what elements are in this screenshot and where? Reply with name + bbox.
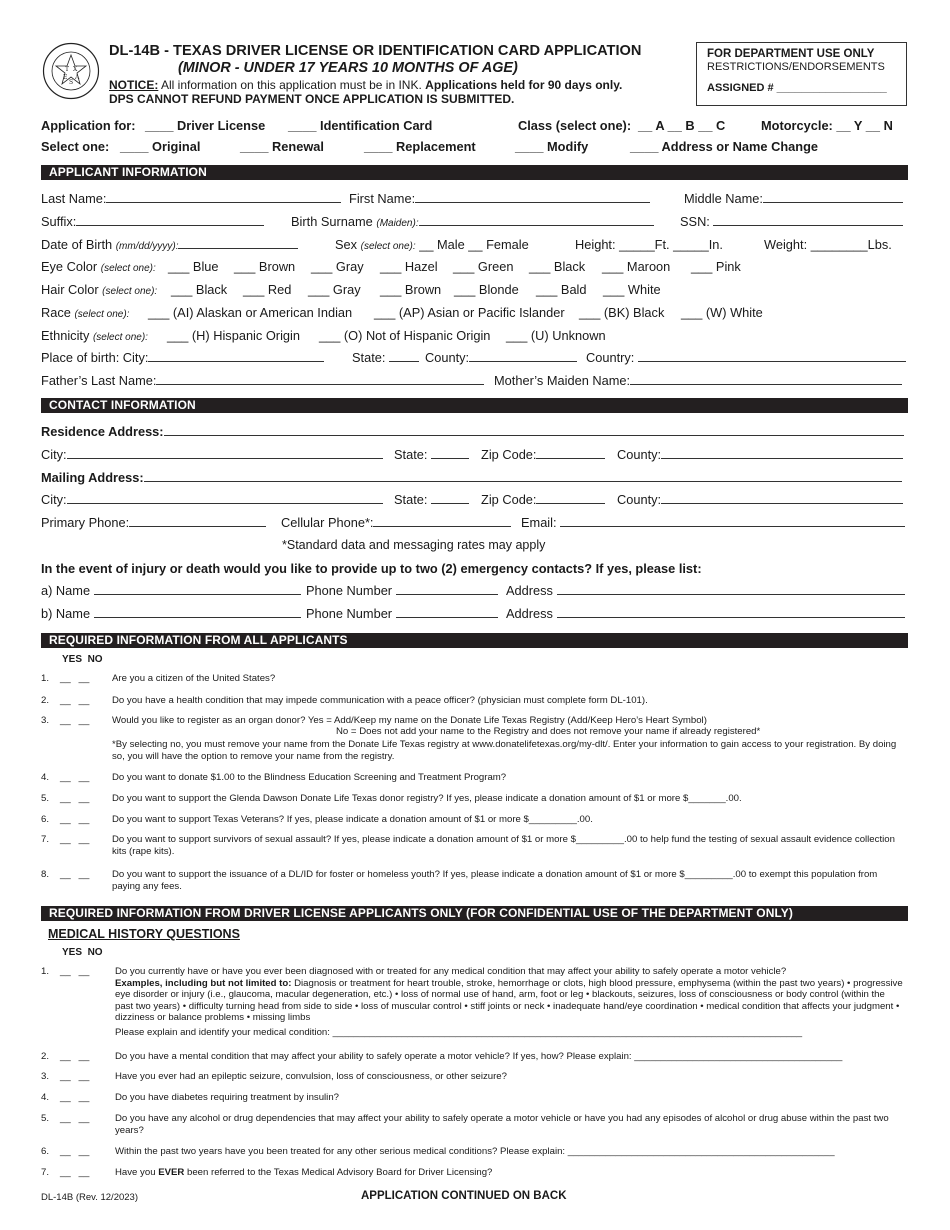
pob-county-label: County:	[425, 350, 470, 365]
hair-option[interactable]: ___ White	[603, 282, 661, 297]
race-row	[41, 305, 763, 320]
a-phone-label: Phone Number	[306, 583, 393, 598]
eye-option[interactable]: ___ Green	[453, 259, 514, 274]
yes-no-blanks[interactable]: __ __	[60, 715, 90, 726]
cell-phone-field[interactable]	[373, 515, 511, 527]
dept-title: FOR DEPARTMENT USE ONLY	[707, 48, 875, 60]
b-phone-label: Phone Number	[306, 606, 393, 621]
yes-no-blanks[interactable]: __ __	[60, 814, 90, 825]
email-label: Email:	[521, 515, 557, 530]
dps-seal	[42, 42, 100, 100]
yes-no-blanks[interactable]: __ __	[60, 695, 90, 706]
medical-history-heading: MEDICAL HISTORY QUESTIONS	[48, 927, 240, 941]
question-text: Do you want to support the Glenda Dawson Donate Life Texas donor registry? If yes, please indicate a donation amount of $1 or more $_______.00.	[112, 793, 742, 804]
hair-color-row	[41, 282, 661, 297]
pob-state-label: State:	[352, 350, 386, 365]
pob-state-field[interactable]	[389, 350, 419, 362]
continued-on-back: APPLICATION CONTINUED ON BACK	[361, 1190, 567, 1202]
medical-text-block	[115, 966, 905, 1038]
a-phone-field[interactable]	[396, 583, 498, 595]
question-text: Have you ever had an epileptic seizure, convulsion, loss of consciousness, or other seizure?	[115, 1071, 507, 1082]
driver-license-option[interactable]: ____ Driver License	[145, 118, 266, 133]
question-number: 5.	[41, 1113, 50, 1124]
section-applicant-information: APPLICANT INFORMATION	[41, 165, 908, 180]
form-id: DL-14B (Rev. 12/2023)	[41, 1192, 138, 1203]
question-text: Do you have a mental condition that may affect your ability to safely operate a motor vehicle? If yes, how? Please explain: _______________________________________	[115, 1051, 843, 1062]
emergency-contact-b	[41, 606, 553, 621]
eye-select-note: (select one):	[100, 263, 156, 274]
question-number: 5.	[41, 793, 50, 804]
mail-county-field[interactable]	[661, 492, 903, 504]
notice-label: NOTICE:	[109, 78, 159, 92]
ethnicity-option[interactable]: ___ (U) Unknown	[506, 328, 606, 343]
ethnicity-row	[41, 328, 606, 343]
eye-option[interactable]: ___ Brown	[234, 259, 296, 274]
svg-text:E: E	[63, 74, 68, 81]
yes-no-blanks[interactable]: __ __	[60, 772, 90, 783]
last-name-label: Last Name:	[41, 191, 107, 206]
question-number: 2.	[41, 1051, 50, 1062]
form-title: DL-14B - TEXAS DRIVER LICENSE OR IDENTIFICATION CARD APPLICATION	[109, 43, 642, 59]
question-number: 3.	[41, 715, 50, 726]
primary-phone-label: Primary Phone:	[41, 515, 130, 530]
eye-color-row	[41, 259, 741, 274]
primary-phone-field[interactable]	[129, 515, 266, 527]
res-county-field[interactable]	[661, 447, 903, 459]
emergency-contact-a	[41, 583, 553, 598]
mailing-label: Mailing Address:	[41, 470, 144, 485]
application-for-row	[41, 118, 893, 133]
eye-option[interactable]: ___ Blue	[168, 259, 219, 274]
mail-state-label: State:	[394, 492, 428, 507]
class-options[interactable]: __ A __ B __ C	[638, 118, 726, 133]
svg-text:T: T	[65, 66, 70, 73]
res-state-label: State:	[394, 447, 428, 462]
pob-county-field[interactable]	[469, 350, 577, 362]
mail-county-label: County:	[617, 492, 662, 507]
a-address-field[interactable]	[557, 583, 905, 595]
question-text: Do you have diabetes requiring treatment by insulin?	[115, 1092, 339, 1103]
res-zip-field[interactable]	[536, 447, 605, 459]
b-name-label: b) Name	[41, 606, 91, 621]
race-select-note: (select one):	[74, 309, 130, 320]
eye-color-label: Eye Color	[41, 259, 98, 274]
last-name-field[interactable]	[106, 191, 341, 203]
phone-row	[41, 515, 557, 530]
res-zip-label: Zip Code:	[481, 447, 537, 462]
place-of-birth-row	[41, 350, 635, 365]
question-text-emphasis: EVER	[158, 1167, 185, 1178]
race-option[interactable]: ___ (BK) Black	[579, 305, 665, 320]
sex-select-note: (select one):	[360, 241, 416, 252]
question-text: Are you a citizen of the United States?	[112, 673, 276, 684]
ssn-field[interactable]	[713, 214, 903, 226]
mother-name-label: Mother’s Maiden Name:	[494, 373, 631, 388]
b-address-field[interactable]	[557, 606, 905, 618]
question-number: 2.	[41, 695, 50, 706]
explain-field[interactable]: Please explain and identify your medical condition: ________________________________________________________________________________________	[115, 1026, 803, 1038]
a-name-label: a) Name	[41, 583, 91, 598]
mail-zip-field[interactable]	[536, 492, 605, 504]
mailing-city-row	[41, 492, 662, 507]
email-field[interactable]	[560, 515, 905, 527]
class-label: Class (select one):	[518, 118, 632, 133]
eye-option[interactable]: ___ Maroon	[602, 259, 671, 274]
modify-option[interactable]: ____ Modify	[515, 139, 589, 154]
yes-no-blanks[interactable]: __ __	[60, 1167, 90, 1178]
race-option[interactable]: ___ (AP) Asian or Pacific Islander	[374, 305, 565, 320]
middle-name-label: Middle Name:	[684, 191, 763, 206]
parents-row	[41, 373, 631, 388]
hair-option[interactable]: ___ Bald	[536, 282, 587, 297]
sex-label: Sex	[335, 237, 358, 252]
suffix-label: Suffix:	[41, 214, 77, 229]
examples-text: Diagnosis or treatment for heart trouble, stroke, hemorrhage or clots, high blood pressure, emphysema (within the past two years) • progressive eye disorder or injury (i.e., glaucoma, macular degeneration, etc.) • loss of normal use of hand, arm, foot or leg • blackouts, seizures, loss of consciousness or body control (within the past two years) • difficulty turning head from side to side • loss of muscular control • stiff joints or neck • inadequate hand/eye coordination • medical condition that affects your judgment • dizziness or balance problems • missing limbs	[115, 977, 903, 1023]
question-number: 8.	[41, 869, 50, 880]
id-card-option[interactable]: ____ Identification Card	[288, 118, 433, 133]
address-change-option[interactable]: ____ Address or Name Change	[630, 139, 818, 154]
birth-surname-field[interactable]	[419, 214, 654, 226]
first-name-field[interactable]	[415, 191, 650, 203]
suffix-field[interactable]	[76, 214, 264, 226]
dob-format: (mm/dd/yyyy):	[115, 241, 179, 252]
pob-country-label: Country:	[586, 350, 635, 365]
mailing-field[interactable]	[144, 470, 902, 482]
question-text-note: *By selecting no, you must remove your name from the Donate Life Texas registry at www.donatelifetexas.org/my-dlt/. Enter your information to gain access to your registration. By doing so, you will have the option to remove your name from the registry.	[112, 739, 897, 762]
select-one-row	[41, 139, 818, 154]
ethnicity-select-note: (select one):	[92, 332, 148, 343]
residence-row	[41, 424, 904, 439]
original-option[interactable]: ____ Original	[120, 139, 201, 154]
replacement-option[interactable]: ____ Replacement	[364, 139, 476, 154]
question-text: Do you want to donate $1.00 to the Blindness Education Screening and Treatment Program?	[112, 772, 507, 783]
form-subtitle: (MINOR - UNDER 17 YEARS 10 MONTHS OF AGE)	[178, 60, 518, 76]
yes-no-blanks[interactable]: __ __	[60, 1113, 90, 1124]
residence-label: Residence Address:	[41, 424, 164, 439]
dept-assigned: ASSIGNED # __________________	[707, 82, 887, 94]
res-state-field[interactable]	[431, 447, 469, 459]
residence-city-row	[41, 447, 662, 462]
first-name-label: First Name:	[349, 191, 416, 206]
notice-text: All information on this application must be in INK.	[158, 78, 426, 92]
app-for-label: Application for:	[41, 118, 136, 133]
yes-no-blanks[interactable]: __ __	[60, 1146, 90, 1157]
yes-no-blanks[interactable]: __ __	[60, 966, 90, 977]
hair-option[interactable]: ___ Brown	[380, 282, 442, 297]
yes-no-blanks[interactable]: __ __	[60, 1051, 90, 1062]
pob-city-label: Place of birth: City:	[41, 350, 149, 365]
question-number: 7.	[41, 1167, 50, 1178]
select-label: Select one:	[41, 139, 110, 154]
middle-name-field[interactable]	[763, 191, 903, 203]
eye-option[interactable]: ___ Hazel	[380, 259, 438, 274]
question-text: Do you want to support the issuance of a DL/ID for foster or homeless youth? If yes, please indicate a donation amount of $1 or more $_________.00 to exempt this population from paying any fees.	[112, 869, 878, 892]
question-number: 3.	[41, 1071, 50, 1082]
refund-line: DPS CANNOT REFUND PAYMENT ONCE APPLICATION IS SUBMITTED.	[109, 92, 515, 106]
ethnicity-label: Ethnicity	[41, 328, 90, 343]
question-text: Do you have any alcohol or drug dependencies that may affect your ability to safely operate a motor vehicle or have you had any episodes of alcohol or drug abuse within the past two years?	[115, 1113, 889, 1136]
dob-row	[41, 237, 892, 252]
svg-text:A: A	[75, 74, 80, 81]
pob-country-field[interactable]	[638, 350, 906, 362]
question-number: 4.	[41, 772, 50, 783]
sex-options[interactable]: __ Male __ Female	[419, 237, 529, 252]
yes-no-blanks[interactable]: __ __	[60, 869, 90, 880]
yes-no-blanks[interactable]: __ __	[60, 834, 90, 845]
yes-no-blanks[interactable]: __ __	[60, 1071, 90, 1082]
question-text: Do you want to support survivors of sexual assault? If yes, please indicate a donation amount of $1 or more $_________.00 to help fund the testing of sexual assault evidence collection kits (rape kits).	[112, 834, 895, 857]
ethnicity-option[interactable]: ___ (O) Not of Hispanic Origin	[319, 328, 491, 343]
father-name-label: Father’s Last Name:	[41, 373, 157, 388]
question-text: Within the past two years have you been treated for any other serious medical conditions? Please explain: __________________________________________________	[115, 1146, 835, 1157]
mail-city-label: City:	[41, 492, 67, 507]
section-required-dl: REQUIRED INFORMATION FROM DRIVER LICENSE APPLICANTS ONLY (FOR CONFIDENTIAL USE OF THE DEPARTMENT ONLY)	[41, 906, 908, 921]
eye-option[interactable]: ___ Black	[529, 259, 586, 274]
notice-line	[109, 78, 622, 92]
hair-option[interactable]: ___ Gray	[308, 282, 361, 297]
mailing-row	[41, 470, 902, 485]
medical-yes-no-header: YES NO	[62, 947, 103, 958]
a-name-field[interactable]	[94, 583, 301, 595]
a-address-label: Address	[506, 583, 553, 598]
weight-field[interactable]: Weight: ________Lbs.	[764, 237, 892, 252]
dept-restrictions: RESTRICTIONS/ENDORSEMENTS	[707, 61, 885, 73]
hair-option[interactable]: ___ Blonde	[454, 282, 519, 297]
renewal-option[interactable]: ____ Renewal	[240, 139, 324, 154]
b-name-field[interactable]	[94, 606, 301, 618]
mother-name-field[interactable]	[630, 373, 902, 385]
rates-note: *Standard data and messaging rates may apply	[282, 538, 546, 552]
question-text: Would you like to register as an organ donor? Yes = Add/Keep my name on the Donate Life Texas Registry (Add/Keep Hero’s Heart Symbol)	[112, 715, 707, 726]
question-number: 6.	[41, 814, 50, 825]
eye-option[interactable]: ___ Pink	[691, 259, 741, 274]
motorcycle-option[interactable]: Motorcycle: __ Y __ N	[761, 118, 893, 133]
department-use-box	[696, 42, 907, 106]
medical-question-1	[41, 966, 901, 1046]
question-3	[41, 715, 897, 765]
mail-state-field[interactable]	[431, 492, 469, 504]
seal-text	[42, 42, 43, 43]
father-name-field[interactable]	[156, 373, 484, 385]
ethnicity-option[interactable]: ___ (H) Hispanic Origin	[167, 328, 300, 343]
dob-field[interactable]	[178, 237, 298, 249]
mail-city-field[interactable]	[67, 492, 383, 504]
height-field[interactable]: Height: _____Ft. _____In.	[575, 237, 723, 252]
maiden-note: (Maiden):	[376, 218, 419, 229]
question-text: Do you have a health condition that may impede communication with a peace officer? (physician must complete form DL-101).	[112, 695, 648, 706]
yes-no-blanks[interactable]: __ __	[60, 673, 90, 684]
question-text: Do you want to support Texas Veterans? If yes, please indicate a donation amount of $1 or more $_________.00.	[112, 814, 593, 825]
svg-text:X: X	[73, 66, 78, 73]
pob-city-field[interactable]	[148, 350, 324, 362]
b-address-label: Address	[506, 606, 553, 621]
ssn-label: SSN:	[680, 214, 710, 229]
hair-option[interactable]: ___ Black	[171, 282, 228, 297]
question-text-no: No = Does not add your name to the Registry and does not remove your name if already registered*	[336, 726, 761, 737]
yes-no-blanks[interactable]: __ __	[60, 793, 90, 804]
section-contact-information: CONTACT INFORMATION	[41, 398, 908, 413]
race-option[interactable]: ___ (W) White	[681, 305, 763, 320]
question-text: Have you	[115, 1167, 159, 1178]
examples-label: Examples, including but not limited to:	[115, 977, 292, 989]
question-number: 1.	[41, 966, 50, 977]
notice-bold: Applications held for 90 days only.	[425, 78, 623, 92]
birth-surname-label: Birth Surname	[291, 214, 373, 229]
question-text: been referred to the Texas Medical Advisory Board for Driver Licensing?	[184, 1167, 493, 1178]
b-phone-field[interactable]	[396, 606, 498, 618]
res-county-label: County:	[617, 447, 662, 462]
mail-zip-label: Zip Code:	[481, 492, 537, 507]
suffix-row	[41, 214, 710, 229]
svg-text:S: S	[69, 79, 74, 86]
question-text: Do you currently have or have you ever been diagnosed with or treated for any medical condition that may affect your ability to safely operate a motor vehicle?	[115, 966, 787, 977]
medical-q7-text	[115, 1167, 905, 1179]
race-option[interactable]: ___ (AI) Alaskan or American Indian	[148, 305, 353, 320]
res-city-field[interactable]	[67, 447, 383, 459]
question-number: 1.	[41, 673, 50, 684]
yes-no-header: YES NO	[62, 654, 103, 665]
cell-phone-label: Cellular Phone*:	[281, 515, 374, 530]
question-number: 6.	[41, 1146, 50, 1157]
name-row	[41, 191, 763, 206]
section-required-all: REQUIRED INFORMATION FROM ALL APPLICANTS	[41, 633, 908, 648]
eye-option[interactable]: ___ Gray	[311, 259, 364, 274]
yes-no-blanks[interactable]: __ __	[60, 1092, 90, 1103]
question-number: 4.	[41, 1092, 50, 1103]
hair-select-note: (select one):	[102, 286, 158, 297]
question-number: 7.	[41, 834, 50, 845]
res-city-label: City:	[41, 447, 67, 462]
emergency-question: In the event of injury or death would you like to provide up to two (2) emergency contacts? If yes, please list:	[41, 561, 702, 576]
race-label: Race	[41, 305, 71, 320]
dob-label: Date of Birth	[41, 237, 113, 252]
residence-field[interactable]	[164, 424, 904, 436]
hair-option[interactable]: ___ Red	[243, 282, 292, 297]
hair-color-label: Hair Color	[41, 282, 99, 297]
